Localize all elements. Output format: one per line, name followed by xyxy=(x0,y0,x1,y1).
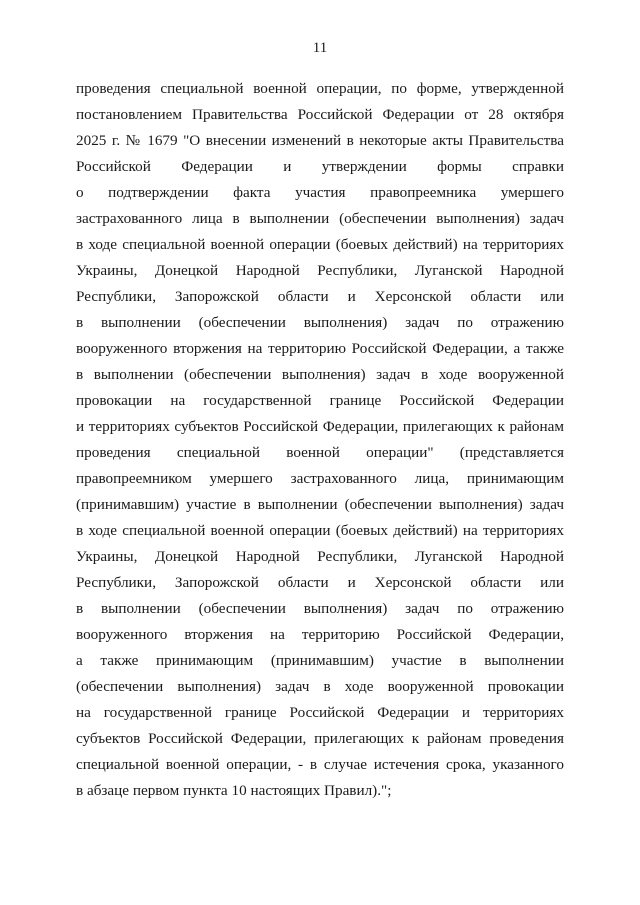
page-number: 11 xyxy=(312,40,328,56)
text-line: 2025 г. № 1679 "О внесении изменений в некоторые акты Правительства xyxy=(76,132,564,149)
text-line: Украины, Донецкой Народной Республики, Луганской Народной xyxy=(76,262,564,279)
text-line: правопреемником умершего застрахованного лица, принимающим xyxy=(76,470,564,487)
text-line: (принимавшим) участие в выполнении (обеспечении выполнения) задач xyxy=(76,496,564,513)
text-line: вооруженного вторжения на территорию Российской Федерации, а также xyxy=(76,340,564,357)
text-line: на государственной границе Российской Федерации и территориях xyxy=(76,704,564,721)
text-line: а также принимающим (принимавшим) участие в выполнении xyxy=(76,652,564,669)
text-line: постановлением Правительства Российской Федерации от 28 октября xyxy=(76,106,564,123)
text-line: и территориях субъектов Российской Федерации, прилегающих к районам xyxy=(76,418,564,435)
text-line: в абзаце первом пункта 10 настоящих Правил)."; xyxy=(76,782,392,799)
text-line: в выполнении (обеспечении выполнения) задач по отражению xyxy=(76,314,564,331)
text-line: специальной военной операции, - в случае истечения срока, указанного xyxy=(76,756,564,773)
text-line: о подтверждении факта участия правопреемника умершего xyxy=(76,184,564,201)
text-line: Республики, Запорожской области и Херсонской области или xyxy=(76,574,564,591)
text-line: в выполнении (обеспечении выполнения) задач по отражению xyxy=(76,600,564,617)
text-line: Республики, Запорожской области и Херсонской области или xyxy=(76,288,564,305)
text-line: (обеспечении выполнения) задач в ходе вооруженной провокации xyxy=(76,678,564,695)
text-line: вооруженного вторжения на территорию Российской Федерации, xyxy=(76,626,564,643)
text-line: застрахованного лица в выполнении (обеспечении выполнения) задач xyxy=(76,210,564,227)
text-line: провокации на государственной границе Российской Федерации xyxy=(76,392,564,409)
text-line: Украины, Донецкой Народной Республики, Луганской Народной xyxy=(76,548,564,565)
text-line: в ходе специальной военной операции (боевых действий) на территориях xyxy=(76,236,564,253)
text-line: проведения специальной военной операции, по форме, утвержденной xyxy=(76,80,564,97)
text-line: проведения специальной военной операции" (представляется xyxy=(76,444,564,461)
text-line: в ходе специальной военной операции (боевых действий) на территориях xyxy=(76,522,564,539)
text-line: Российской Федерации и утверждении формы справки xyxy=(76,158,564,175)
text-line: в выполнении (обеспечении выполнения) задач в ходе вооруженной xyxy=(76,366,564,383)
text-line: субъектов Российской Федерации, прилегающих к районам проведения xyxy=(76,730,564,747)
